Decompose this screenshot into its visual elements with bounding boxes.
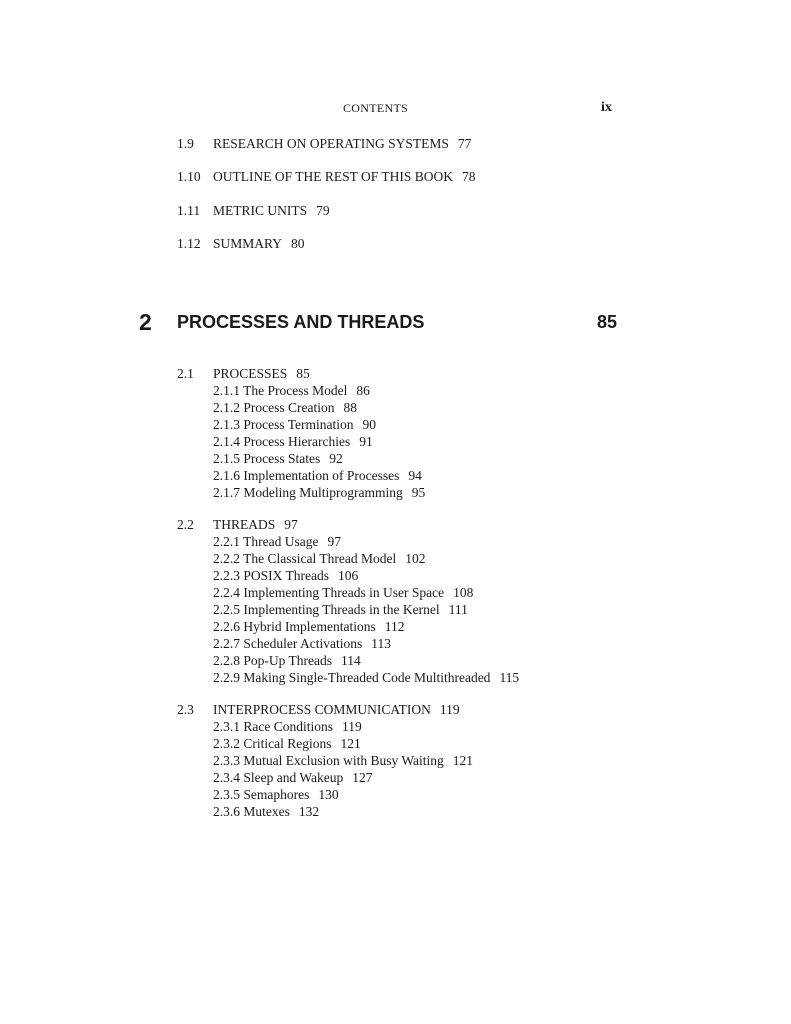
entry-number: 1.11 xyxy=(177,203,201,218)
subsection-page: 97 xyxy=(327,534,341,549)
subsection-entry xyxy=(177,382,597,399)
subsection-label: 2.1.6 Implementation of Processes xyxy=(213,468,400,483)
subsection-page: 132 xyxy=(298,804,320,819)
subsection-entry xyxy=(177,399,597,416)
toc-section xyxy=(177,365,597,501)
subsection-page: 108 xyxy=(453,585,474,600)
entry-number: 1.12 xyxy=(177,236,201,251)
subsection-page: 115 xyxy=(499,670,520,685)
subsection-entry xyxy=(177,786,597,803)
subsection-entry xyxy=(177,567,597,584)
subsection-page: 112 xyxy=(384,619,405,634)
subsection-label: 2.1.4 Process Hierarchies xyxy=(213,434,351,449)
entry-page: 80 xyxy=(291,236,305,251)
subsection-page: 114 xyxy=(341,653,361,668)
toc-entry xyxy=(177,236,305,252)
subsection-entry xyxy=(177,416,597,433)
section-number: 2.2 xyxy=(177,517,194,532)
subsection-entry xyxy=(177,533,597,550)
subsection-page: 121 xyxy=(452,753,474,768)
subsection-entry xyxy=(177,803,597,820)
section-heading xyxy=(177,516,597,533)
subsection-label: 2.2.7 Scheduler Activations xyxy=(213,636,363,651)
subsection-page: 111 xyxy=(448,602,468,617)
chapter-title: PROCESSES AND THREADS xyxy=(177,312,425,332)
subsection-label: 2.2.2 The Classical Thread Model xyxy=(213,551,397,566)
subsection-page: 127 xyxy=(352,770,373,785)
subsection-label: 2.1.1 The Process Model xyxy=(213,383,348,398)
subsection-label: 2.1.5 Process States xyxy=(213,451,321,466)
subsection-entry xyxy=(177,735,597,752)
subsection-page: 113 xyxy=(371,636,391,651)
section-page: 119 xyxy=(439,702,460,717)
subsection-entry xyxy=(177,618,597,635)
subsection-label: 2.1.3 Process Termination xyxy=(213,417,354,432)
subsection-page: 121 xyxy=(340,736,361,751)
subsection-page: 86 xyxy=(356,383,370,398)
subsection-label: 2.2.3 POSIX Threads xyxy=(213,568,329,583)
toc-entry xyxy=(177,136,471,152)
entry-title: OUTLINE OF THE REST OF THIS BOOK xyxy=(213,169,454,184)
entry-page: 78 xyxy=(462,169,476,184)
subsection-label: 2.3.1 Race Conditions xyxy=(213,719,333,734)
section-title: INTERPROCESS COMMUNICATION xyxy=(213,702,431,717)
subsection-label: 2.1.7 Modeling Multiprogramming xyxy=(213,485,403,500)
entry-number: 1.9 xyxy=(177,136,194,151)
section-page: 85 xyxy=(296,366,310,381)
entry-title: RESEARCH ON OPERATING SYSTEMS xyxy=(213,136,449,151)
subsection-page: 95 xyxy=(411,485,426,500)
toc-entry xyxy=(177,169,476,185)
subsection-entry xyxy=(177,433,597,450)
chapter-number: 2 xyxy=(139,309,152,335)
section-heading xyxy=(177,701,597,718)
subsection-page: 88 xyxy=(343,400,357,415)
subsection-entry xyxy=(177,718,597,735)
section-page: 97 xyxy=(284,517,298,532)
subsection-label: 2.3.3 Mutual Exclusion with Busy Waiting xyxy=(213,753,444,768)
toc-section xyxy=(177,701,597,820)
subsection-entry xyxy=(177,601,597,618)
entry-number: 1.10 xyxy=(177,169,201,184)
subsection-page: 90 xyxy=(362,417,377,432)
section-heading xyxy=(177,365,597,382)
section-number: 2.1 xyxy=(177,366,194,381)
entry-title: SUMMARY xyxy=(213,236,283,251)
subsection-label: 2.3.4 Sleep and Wakeup xyxy=(213,770,344,785)
page-number: ix xyxy=(601,100,612,115)
subsection-label: 2.3.6 Mutexes xyxy=(213,804,290,819)
subsection-entry xyxy=(177,635,597,652)
subsection-label: 2.3.5 Semaphores xyxy=(213,787,310,802)
subsection-entry xyxy=(177,450,597,467)
subsection-entry xyxy=(177,550,597,567)
subsection-entry xyxy=(177,769,597,786)
chapter-heading xyxy=(139,309,617,335)
running-head: CONTENTS xyxy=(343,101,409,115)
subsection-page: 91 xyxy=(359,434,373,449)
subsection-entry xyxy=(177,484,597,501)
section-title: PROCESSES xyxy=(213,366,288,381)
toc-section xyxy=(177,516,597,686)
subsection-label: 2.3.2 Critical Regions xyxy=(213,736,332,751)
subsection-page: 106 xyxy=(338,568,359,583)
subsection-page: 102 xyxy=(405,551,426,566)
subsection-page: 119 xyxy=(342,719,362,734)
subsection-page: 130 xyxy=(318,787,339,802)
section-number: 2.3 xyxy=(177,702,194,717)
entry-page: 79 xyxy=(316,203,330,218)
toc-entry xyxy=(177,203,330,219)
subsection-page: 92 xyxy=(329,451,343,466)
subsection-label: 2.2.1 Thread Usage xyxy=(213,534,319,549)
subsection-label: 2.2.4 Implementing Threads in User Space xyxy=(213,585,445,600)
subsection-label: 2.1.2 Process Creation xyxy=(213,400,335,415)
subsection-page: 94 xyxy=(408,468,422,483)
entry-title: METRIC UNITS xyxy=(213,203,308,218)
entry-page: 77 xyxy=(457,136,472,151)
subsection-entry xyxy=(177,652,597,669)
subsection-label: 2.2.9 Making Single-Threaded Code Multithreaded xyxy=(213,670,491,685)
subsection-label: 2.2.6 Hybrid Implementations xyxy=(213,619,376,634)
subsection-label: 2.2.5 Implementing Threads in the Kernel xyxy=(213,602,440,617)
subsection-entry xyxy=(177,669,597,686)
subsection-entry xyxy=(177,752,597,769)
chapter-page: 85 xyxy=(596,312,617,332)
subsection-entry xyxy=(177,584,597,601)
subsection-label: 2.2.8 Pop-Up Threads xyxy=(213,653,332,668)
section-title: THREADS xyxy=(213,517,276,532)
subsection-entry xyxy=(177,467,597,484)
